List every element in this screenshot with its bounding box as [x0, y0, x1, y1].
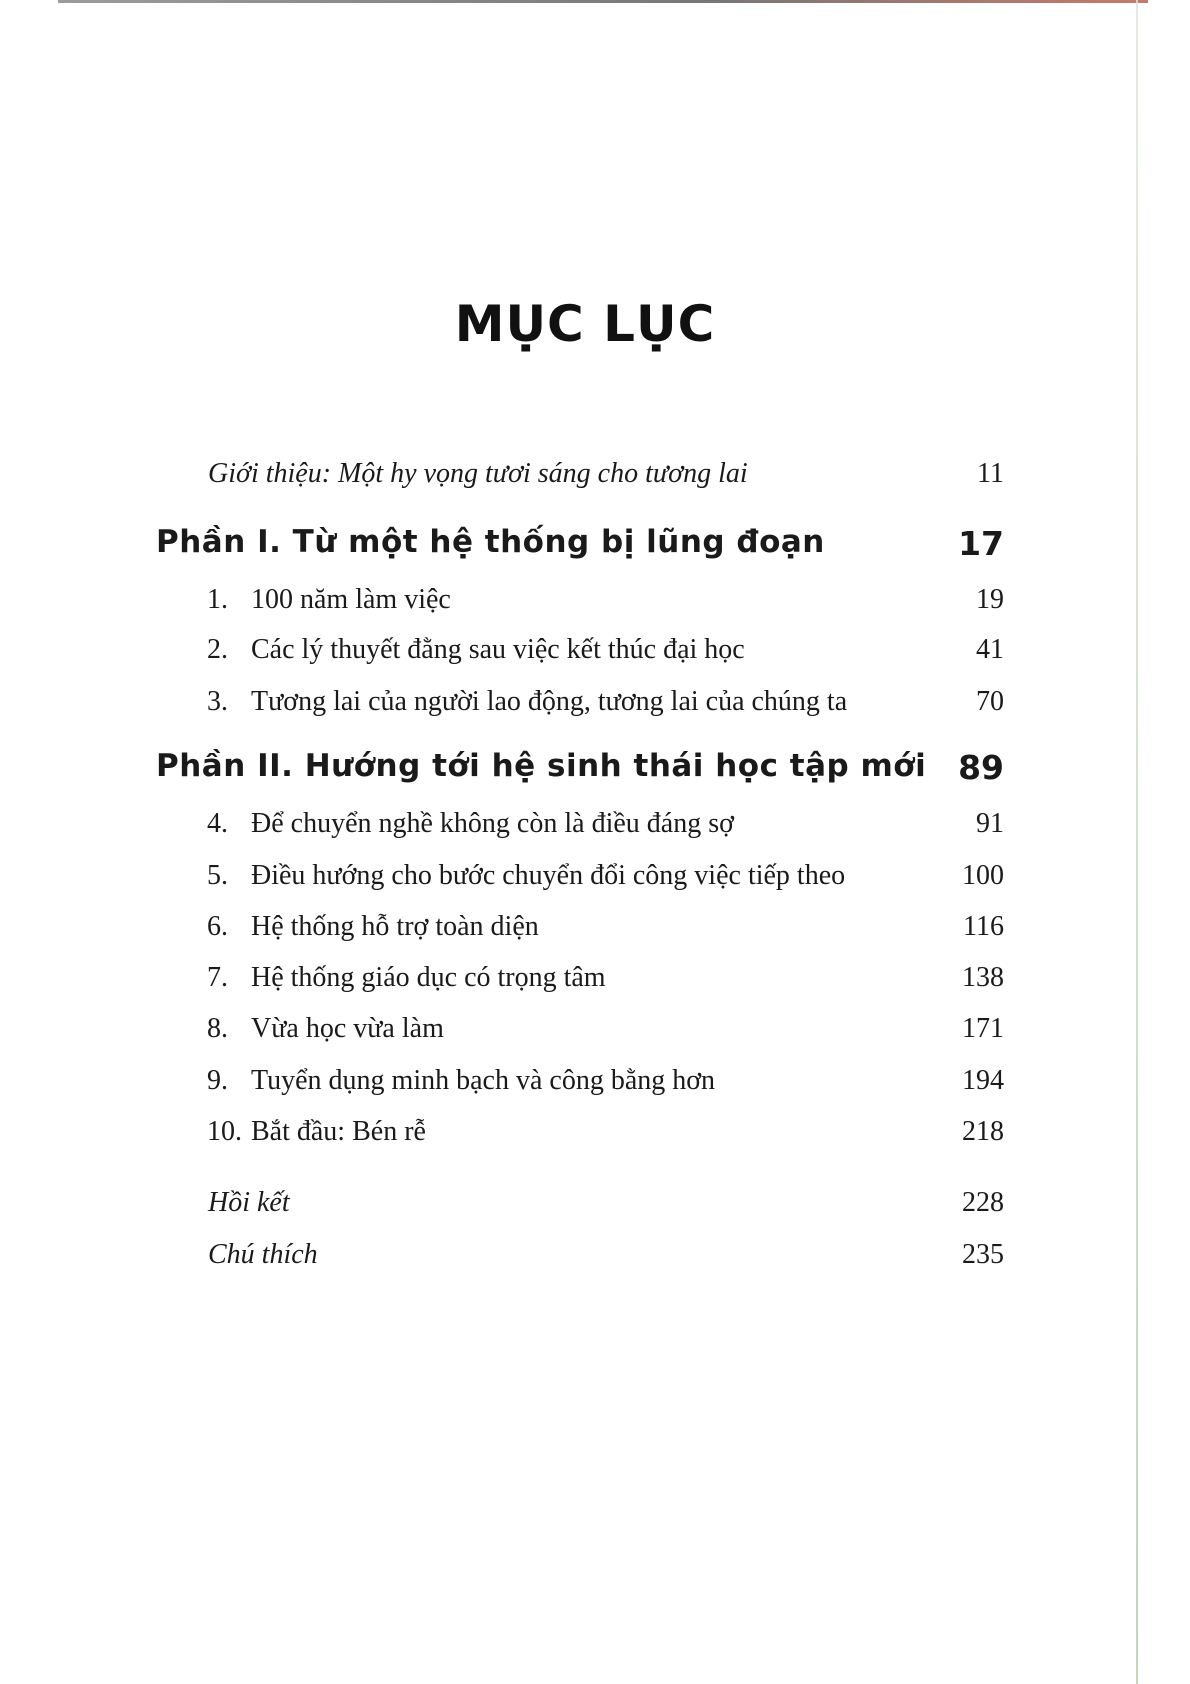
toc-entry-intro[interactable]	[0, 458, 1190, 508]
chapter-number: 10.	[207, 1116, 242, 1147]
chapter-page: 171	[962, 1013, 1004, 1044]
toc-part-2[interactable]	[0, 748, 1190, 798]
toc-entry-chapter-1[interactable]	[0, 584, 1190, 634]
chapter-title: Bắt đầu: Bén rễ	[251, 1116, 426, 1147]
chapter-page: 19	[976, 584, 1004, 615]
chapter-page: 41	[976, 634, 1004, 665]
chapter-title: Tương lai của người lao động, tương lai của chúng ta	[251, 686, 848, 717]
toc-entry-chapter-4[interactable]	[0, 808, 1190, 858]
chapter-page: 116	[963, 911, 1004, 942]
page-title: MỤC LỤC	[454, 295, 716, 353]
toc-entry-page: 235	[962, 1239, 1004, 1270]
chapter-title: Để chuyển nghề không còn là điều đáng sợ	[251, 808, 734, 839]
chapter-page: 218	[962, 1116, 1004, 1147]
toc-part-label: Phần II. Hướng tới hệ sinh thái học tập mới	[156, 748, 927, 784]
chapter-number: 9.	[207, 1065, 228, 1096]
chapter-page: 100	[962, 860, 1004, 891]
top-border-rule	[58, 0, 1148, 3]
chapter-number: 6.	[207, 911, 228, 942]
chapter-title: Các lý thuyết đằng sau việc kết thúc đại học	[251, 634, 745, 665]
toc-entry-chapter-2[interactable]	[0, 634, 1190, 684]
toc-part-1[interactable]	[0, 524, 1190, 574]
chapter-page: 194	[962, 1065, 1004, 1096]
toc-entry-epilogue[interactable]	[0, 1187, 1190, 1237]
toc-entry-chapter-5[interactable]	[0, 860, 1190, 910]
toc-part-page: 17	[958, 524, 1004, 563]
chapter-number: 8.	[207, 1013, 228, 1044]
chapter-title: Điều hướng cho bước chuyển đổi công việc tiếp theo	[251, 860, 846, 891]
toc-entry-label: Giới thiệu: Một hy vọng tươi sáng cho tương lai	[208, 458, 748, 489]
chapter-page: 70	[976, 686, 1004, 717]
toc-entry-chapter-3[interactable]	[0, 686, 1190, 736]
toc-entry-page: 11	[977, 458, 1004, 489]
toc-entry-notes[interactable]	[0, 1239, 1190, 1289]
toc-entry-page: 228	[962, 1187, 1004, 1218]
toc-entry-label: Hồi kết	[208, 1187, 290, 1218]
chapter-title: 100 năm làm việc	[251, 584, 451, 615]
chapter-page: 138	[962, 962, 1004, 993]
toc-entry-label: Chú thích	[208, 1239, 318, 1270]
toc-entry-chapter-7[interactable]	[0, 962, 1190, 1012]
toc-entry-chapter-9[interactable]	[0, 1065, 1190, 1115]
chapter-number: 4.	[207, 808, 228, 839]
toc-entry-chapter-10[interactable]	[0, 1116, 1190, 1166]
chapter-number: 5.	[207, 860, 228, 891]
chapter-title: Hệ thống hỗ trợ toàn diện	[251, 911, 539, 942]
chapter-number: 2.	[207, 634, 228, 665]
toc-entry-chapter-6[interactable]	[0, 911, 1190, 961]
chapter-title: Vừa học vừa làm	[251, 1013, 444, 1044]
toc-part-label: Phần I. Từ một hệ thống bị lũng đoạn	[156, 524, 825, 560]
chapter-page: 91	[976, 808, 1004, 839]
chapter-title: Hệ thống giáo dục có trọng tâm	[251, 962, 606, 993]
chapter-number: 1.	[207, 584, 228, 615]
toc-entry-chapter-8[interactable]	[0, 1013, 1190, 1063]
chapter-title: Tuyển dụng minh bạch và công bằng hơn	[251, 1065, 716, 1096]
toc-part-page: 89	[958, 748, 1004, 787]
chapter-number: 3.	[207, 686, 228, 717]
chapter-number: 7.	[207, 962, 228, 993]
